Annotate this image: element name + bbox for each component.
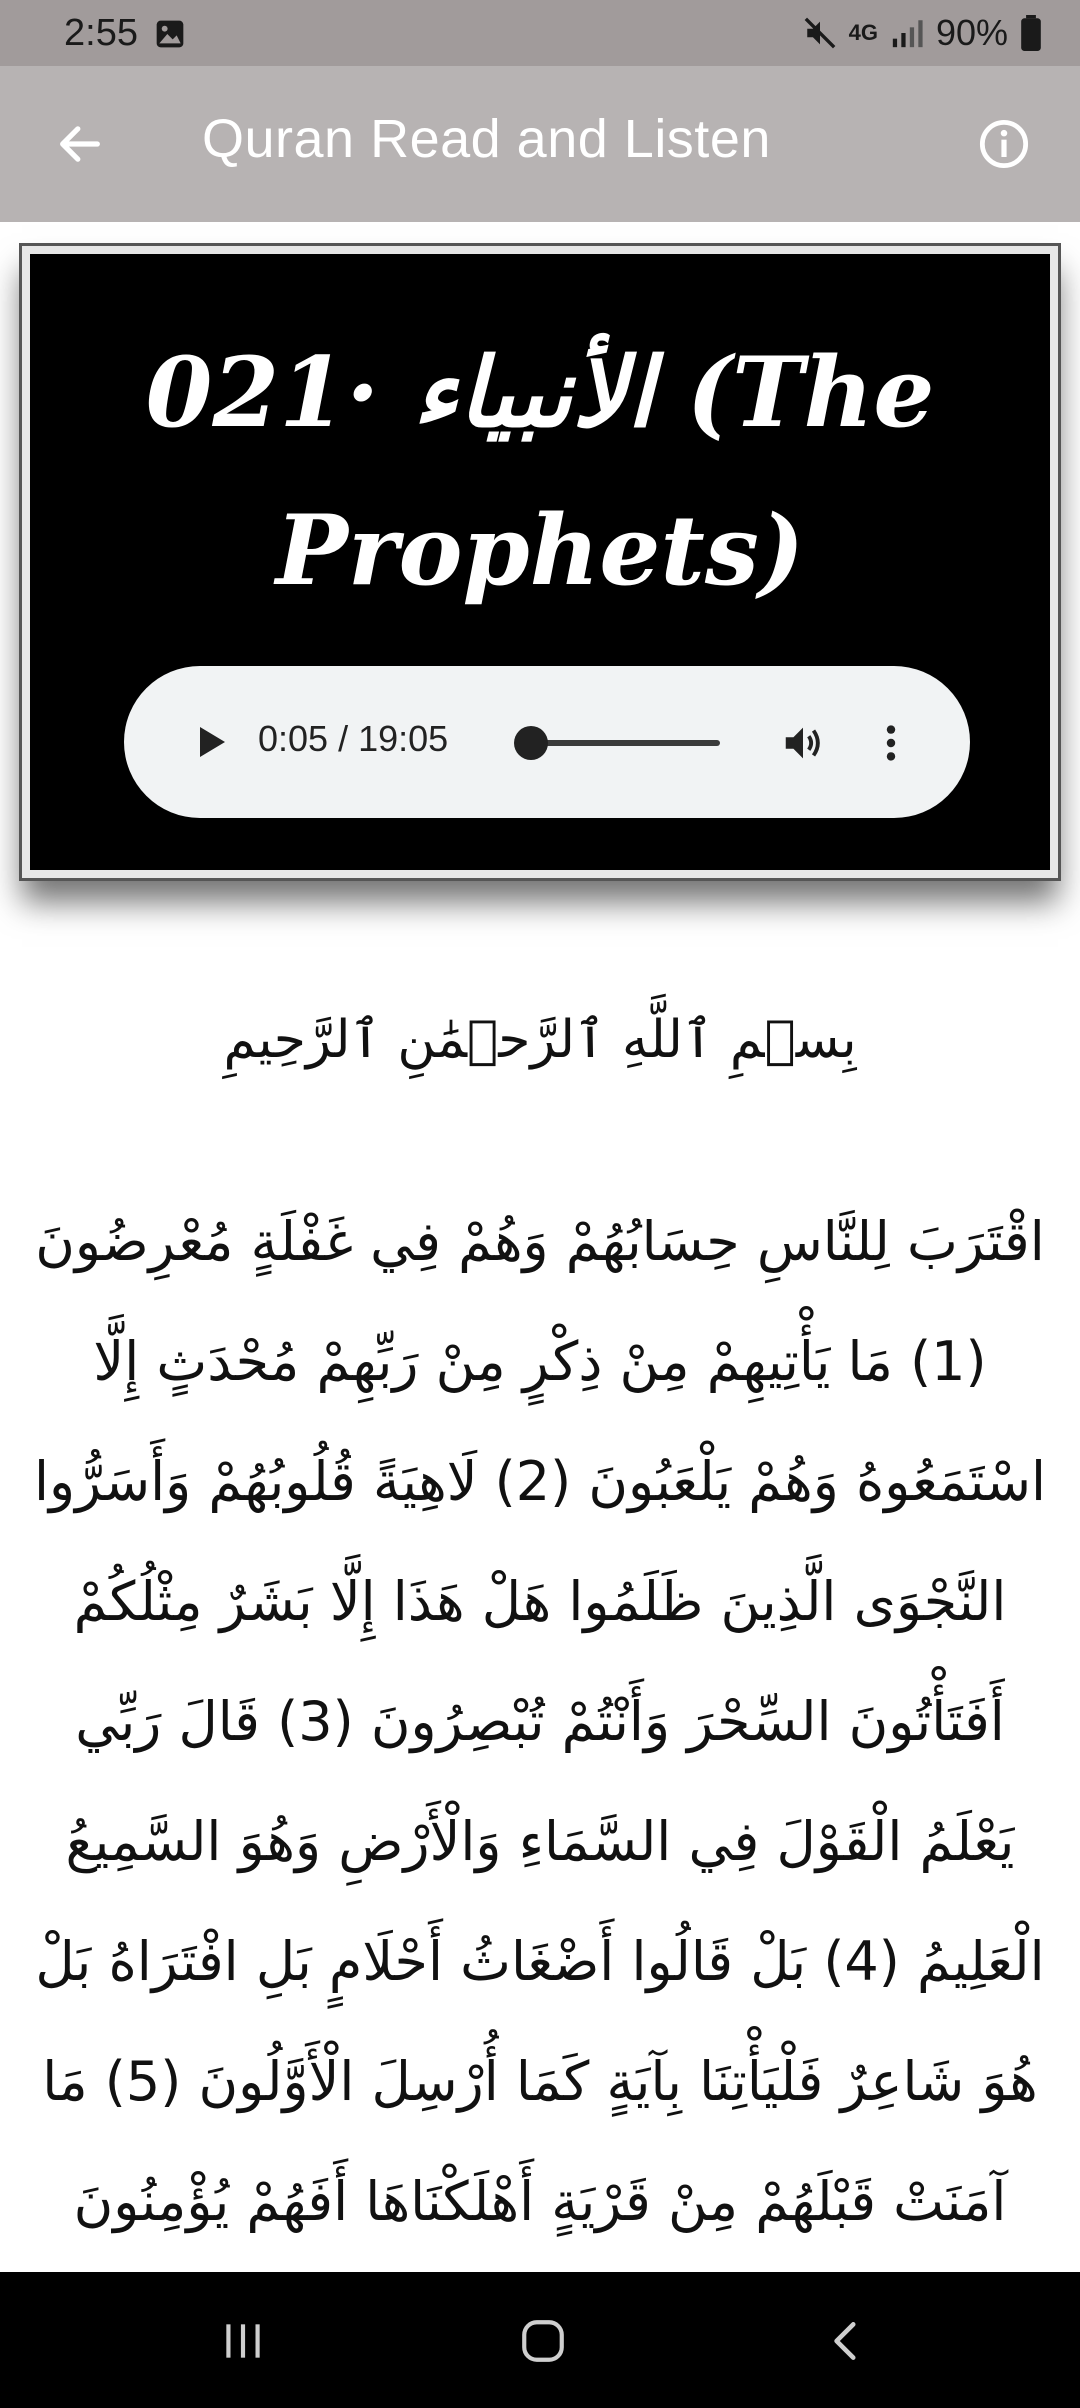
- signal-icon: [890, 16, 924, 50]
- playback-time: 0:05 / 19:05: [258, 718, 449, 759]
- info-icon[interactable]: [978, 118, 1030, 170]
- verses-text: اقْتَرَبَ لِلنَّاسِ حِسَابُهُمْ وَهُمْ فِي غَفْلَةٍ مُعْرِضُونَ (1) مَا يَأْتِيهِمْ مِنْ ذِكْرٍ مِنْ رَبِّهِمْ مُحْدَثٍ إِلَّا اسْتَمَعُوهُ وَهُمْ يَلْعَبُونَ (2) لَاهِيَةً قُلُوبُهُمْ وَأَسَرُّوا النَّجْوَى الَّذِينَ ظَلَمُوا هَلْ هَذَا إِلَّا بَشَرٌ مِثْلُكُمْ أَفَتَأْتُونَ السِّحْرَ وَأَنْتُمْ تُبْصِرُونَ (3) قَالَ رَبِّي يَعْلَمُ الْقَوْلَ فِي السَّمَاءِ وَالْأَرْضِ وَهُوَ السَّمِيعُ الْعَلِيمُ (4) بَلْ قَالُوا أَضْغَاثُ أَحْلَامٍ بَلِ افْتَرَاهُ بَلْ هُوَ شَاعِرٌ فَلْيَأْتِنَا بِآيَةٍ كَمَا أُرْسِلَ الْأَوَّلُونَ (5) مَا آمَنَتْ قَبْلَهُمْ مِنْ قَرْيَةٍ أَهْلَكْنَاهَا أَفَهُمْ يُؤْمِنُونَ: [34, 1210, 1046, 2233]
- play-icon[interactable]: [190, 722, 230, 762]
- back-nav-icon[interactable]: [822, 2316, 872, 2366]
- gallery-notification-icon: [154, 18, 186, 50]
- network-type: 4G: [848, 20, 878, 45]
- surah-title: 021· الأنبياء (The Prophets): [145, 336, 935, 607]
- more-options-icon[interactable]: [868, 720, 914, 766]
- audio-player: [124, 666, 970, 818]
- bismillah-text: بِسۡمِ ٱللَّهِ ٱلرَّحۡمَٰنِ ٱلرَّحِيمِ: [223, 1010, 857, 1070]
- battery-icon: [1020, 15, 1042, 51]
- system-nav-bar: [0, 2272, 1080, 2408]
- app-bar: [0, 66, 1080, 222]
- status-bar: [0, 0, 1080, 66]
- recent-apps-icon[interactable]: [218, 2316, 268, 2366]
- app-title: Quran Read and Listen: [202, 109, 771, 169]
- status-icons: [803, 12, 1042, 54]
- seek-bar[interactable]: [520, 740, 720, 746]
- battery-percent: 90%: [935, 12, 1008, 53]
- mute-icon: [803, 16, 837, 50]
- back-arrow-icon[interactable]: [54, 118, 106, 170]
- home-icon[interactable]: [518, 2316, 568, 2366]
- surah-header-card: [22, 246, 1058, 878]
- volume-icon[interactable]: [780, 720, 826, 766]
- seek-thumb[interactable]: [514, 726, 548, 760]
- status-time: 2:55: [64, 12, 138, 54]
